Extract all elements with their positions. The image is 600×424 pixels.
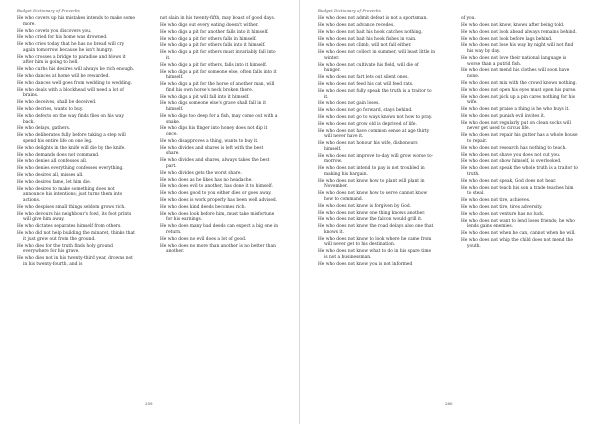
- proverb-entry: He who does not know one thing knows another.: [318, 210, 426, 216]
- proverb-entry: He who does not honour his wife, dishonours himself.: [318, 141, 418, 152]
- proverb-entry: He who dips his finger into honey does not dip it once.: [160, 126, 268, 138]
- proverb-entry: He who does not go to ways knows not how to pray.: [318, 115, 433, 121]
- proverb-entry: He who does not mix with the crowd knows nothing.: [461, 80, 577, 86]
- proverb-entry: He who digs too deep for a fish, may come out with a snake.: [160, 113, 278, 125]
- right-page: [300, 0, 600, 424]
- proverb-entry: He who dictates separates himself from others.: [17, 224, 122, 230]
- proverb-entry: He who does not fart lets out silent ones.: [318, 75, 409, 81]
- proverb-entry: He who despises small things seldom grows rich.: [17, 204, 126, 210]
- proverb-entry: He who does as he likes has no headache.: [160, 177, 253, 183]
- proverb-entry: He who digs a pit will fall into it himself.: [160, 94, 250, 100]
- page-number: 259: [145, 401, 153, 406]
- proverb-entry: He who denies everything confesses everything.: [17, 166, 124, 172]
- proverb-entry: He who digs a pit for another falls into it himself.: [160, 29, 269, 35]
- proverb-entry: He who does not praise a thing is he who buys it.: [461, 107, 570, 113]
- proverb-entry: He who does good to you either dies or goes away.: [160, 191, 272, 197]
- proverb-entry: He who does not teach his son a trade teaches him to steal.: [461, 185, 574, 197]
- proverb-entry: He who desires all, misses all.: [17, 173, 84, 179]
- proverb-entry: He who does not regularly put on clean socks will never get used to circus life.: [461, 120, 571, 132]
- proverb-entry: He who covets you discovers you.: [17, 28, 92, 34]
- proverb-entry: He who does not feed his cat will feed rats.: [318, 82, 414, 88]
- proverb-entry: He who deceives, shall be deceived.: [17, 100, 97, 106]
- proverb-entry: He who divides and shares is left with the best share.: [160, 145, 264, 157]
- proverb-entry: He who does not mend his clothes will soon have none.: [461, 68, 570, 80]
- proverb-entry: He who does not know the falcon would grill it.: [318, 217, 423, 223]
- right-page-column-2: [461, 16, 579, 251]
- proverb-entry: He who does not speak, God does not hear.: [461, 178, 557, 184]
- proverb-entry: He who does many bad deeds can expect a big one in return.: [160, 224, 278, 235]
- proverb-entry: He who defects on the way finds flies on his way back.: [17, 113, 124, 125]
- running-head: Budget Dictionary of Proverbs: [318, 8, 381, 13]
- proverb-entry: He who does not cultivate his field, will die of hunger.: [318, 62, 419, 74]
- proverb-entry: He who cries today that he has no bread will cry again tomorrow because he isn't hungry.: [17, 42, 125, 53]
- proverb-entry: He who does is work properly has been well advised.: [160, 198, 278, 204]
- proverb-entry: He who does not know how to serve cannot know how to command.: [318, 191, 428, 202]
- proverb-entry: He who digs a pit for others must invariably fall into it.: [160, 50, 276, 61]
- proverb-entry: He who digs a pit for someone else, often falls into it himself.: [160, 69, 277, 81]
- proverb-entry: He who did not help building the minaret, thinks that it just grew out from the ground.: [17, 231, 135, 242]
- proverb-entry: He who digs a pit for others falls into it himself.: [160, 43, 266, 49]
- proverb-entry: He who does not fully speak the truth is a traitor to it.: [318, 88, 432, 100]
- proverb-entry: not slain in his twenty-fifth, may boast of good days.: [160, 16, 276, 21]
- proverb-entry: He who does not repair his gutter has a whole house to repair.: [461, 133, 578, 144]
- proverb-entry: He who delays, gathers.: [17, 126, 71, 132]
- proverb-entry: He who does not climb, will not fall either.: [318, 43, 412, 49]
- proverb-entry: He who does not know you is not informed: [318, 261, 413, 267]
- proverb-entry: He who does not grow old is deprived of life.: [318, 121, 417, 127]
- proverb-entry: He who disapproves a thing, wants to buy it.: [160, 138, 259, 144]
- proverb-entry: He who does not open his eyes must open his purse.: [461, 87, 577, 93]
- proverb-entry: He who does not know to look where he came from will never get to his destination.: [318, 236, 432, 248]
- right-page-column-1: [318, 16, 436, 269]
- proverb-entry: He who does not show himself, is overlooked.: [461, 159, 562, 165]
- proverb-entry: He who does not admit defeat is not a sportsman.: [318, 16, 428, 21]
- proverb-entry: He who does not whip the child does not mend the youth.: [461, 238, 573, 249]
- running-head: Budget Dictionary of Proverbs: [17, 8, 80, 13]
- proverb-entry: He who does not bait his hook catches nothing.: [318, 29, 423, 35]
- proverb-entry: He who digs someone else's grave shall fall in it himself.: [160, 101, 266, 113]
- proverb-entry: He who divides gets the worst share.: [160, 170, 242, 176]
- proverb-entry: He who does not punish evil invites it.: [461, 113, 546, 119]
- proverb-entry: He who does not when he can, cannot when he will.: [461, 231, 576, 237]
- proverb-entry: He who does not gain loses.: [318, 101, 380, 107]
- proverb-entry: He who does not look before lags behind.: [461, 36, 553, 42]
- proverb-entry: He who curbs his desires will always be rich enough.: [17, 67, 135, 73]
- proverb-entry: He who does not know, knows after being told.: [461, 22, 565, 28]
- proverb-entry: He who does not tire, achieves.: [461, 198, 531, 204]
- proverb-entry: He who does not tire, tires adversity.: [461, 204, 543, 210]
- proverb-entry: He who does not bait his hook fishes in vain.: [318, 36, 417, 42]
- proverb-entry: He who does not have common sense at age thirty will never have it.: [318, 128, 430, 140]
- proverb-entry: He who cried for his home was drowned.: [17, 35, 108, 41]
- proverb-entry: He who digs a pit for the horse of another man, will find his own horse's neck broken there.: [160, 82, 275, 93]
- proverb-entry: He who does not know the road delays also one that knows it.: [318, 224, 434, 235]
- proverb-entry: He who desires to make something does not announce his intentions; just turns them into actions.: [17, 186, 123, 204]
- proverb-entry: He who does not improve to-day will grow worse to-morrow.: [318, 153, 434, 165]
- proverb-entry: He who digs a pit for others, falls into it himself.: [160, 62, 267, 68]
- proverb-entry: He who covers up his mistakes intends to make some more.: [17, 16, 135, 27]
- proverb-entry: He who does not know how to plant will plant in November.: [318, 178, 425, 190]
- proverb-entry: He who does not go forward, stays behind.: [318, 108, 413, 114]
- proverb-entry: He who does no more than another is no better than another.: [160, 243, 276, 255]
- proverb-entry: of you.: [461, 16, 476, 21]
- proverb-entry: He who does not lose his way by night will not find his way by day.: [461, 43, 574, 55]
- proverb-entry: He who dances well goes from wedding to wedding.: [17, 80, 132, 86]
- page-number: 260: [445, 401, 453, 406]
- proverb-entry: He who does look before him, must take misfortune for his earnings.: [160, 211, 275, 223]
- proverb-entry: He who does not intend to pay is not troubled in making his bargain.: [318, 166, 425, 177]
- proverb-entry: He who does not collect in summer, will least little in winter.: [318, 50, 436, 61]
- proverb-entry: He who does not want to lend loses friends; he who lends gains enemies.: [461, 218, 575, 230]
- proverb-entry: He who does not look ahead always remains behind.: [461, 29, 577, 35]
- proverb-entry: He who does not advance recedes.: [318, 22, 395, 28]
- proverb-entry: He who dances at home will be rewarded.: [17, 74, 110, 80]
- proverb-entry: He who does not pick up a pin cares nothing for his wife.: [461, 94, 575, 106]
- proverb-entry: He who dies not in his twenty-third year, drowns not in his twenty-fourth, and is: [17, 256, 133, 267]
- proverb-entry: He who does not speak the whole truth is a traitor to truth.: [461, 166, 579, 177]
- proverb-entry: He who digs out every eating doesn't wither.: [160, 22, 259, 28]
- proverb-entry: He who delights in the knife will die by the knife.: [17, 145, 126, 151]
- proverb-entry: He who does not research has nothing to teach.: [461, 145, 567, 151]
- proverb-entry: He who devours his neighbour's fowl, its foot prints will give him away.: [17, 211, 132, 223]
- proverb-entry: He who does not shave you does not cut you.: [461, 152, 561, 158]
- proverb-entry: He who does not know is forgiven by God.: [318, 203, 412, 209]
- proverb-entry: He who does not venture has no luck.: [461, 211, 545, 217]
- proverb-entry: He who does not love their national language is worse than a putrid fish.: [461, 55, 567, 67]
- proverb-entry: He who decries, wants to buy.: [17, 107, 84, 113]
- proverb-entry: He who divides and shares, always takes the best part.: [160, 158, 270, 169]
- left-page-column-2: [160, 16, 278, 256]
- proverb-entry: He who crosses a bridge to paradise and blows it after him is going to hell.: [17, 54, 126, 66]
- proverb-entry: He who does evil to another, has done it to himself.: [160, 184, 273, 190]
- left-page-column-1: [17, 16, 135, 269]
- proverb-entry: He who does not know what to do in his spare time is not a businessman.: [318, 249, 432, 260]
- proverb-entry: He who deliberates fully before taking a step will spend his entire life on one leg.: [17, 133, 126, 144]
- proverb-entry: He who deals with a blockhead will need a lot of brains.: [17, 87, 124, 99]
- proverb-entry: He who denies all confesses all.: [17, 159, 88, 165]
- proverb-entry: He who does no evil does a lot of good.: [160, 236, 247, 242]
- proverb-entry: He who digs a pit for others falls in himself.: [160, 36, 257, 42]
- proverb-entry: He who desires fame, let him die.: [17, 179, 92, 185]
- proverb-entry: He who demands does not command.: [17, 152, 100, 158]
- proverb-entry: He who does kind deeds becomes rich.: [160, 204, 246, 210]
- proverb-entry: He who dies for the truth finds holy ground everywhere for his grave.: [17, 243, 113, 255]
